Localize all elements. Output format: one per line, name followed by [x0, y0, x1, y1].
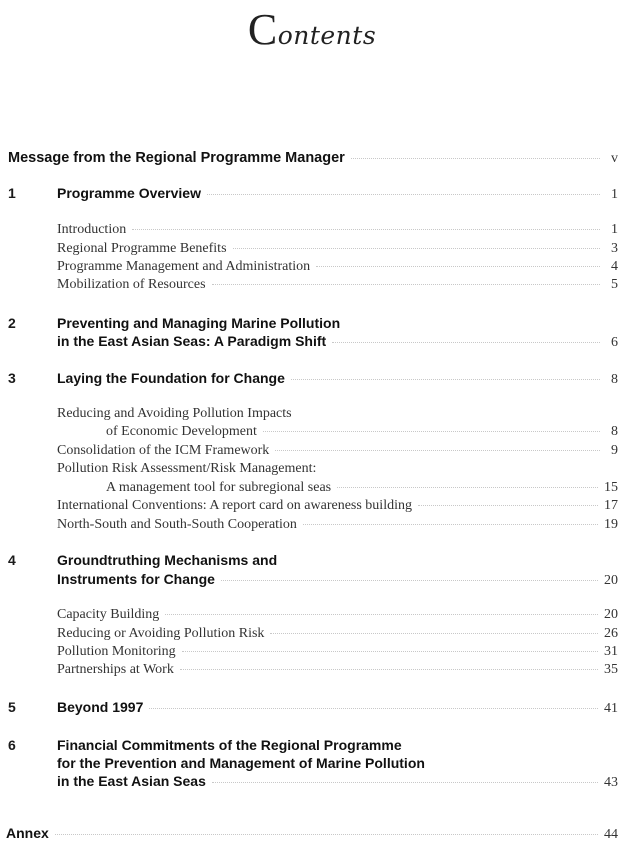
section-number: 4	[8, 552, 16, 568]
dot-leader	[337, 487, 598, 488]
toc-entry-title: Programme Management and Administration	[57, 259, 311, 274]
toc-entry-mobilization[interactable]	[57, 277, 618, 293]
dot-leader	[207, 194, 600, 195]
toc-entry-cooperation[interactable]	[57, 517, 618, 533]
dot-leader	[316, 266, 600, 267]
toc-entry-page: 3	[611, 241, 618, 256]
toc-entry-title: Introduction	[57, 222, 127, 237]
toc-entry-title: Instruments for Change	[57, 571, 215, 587]
toc-entry-section-6[interactable]	[57, 773, 618, 791]
toc-entry-reducing[interactable]	[106, 424, 618, 440]
toc-entry-page: 35	[604, 662, 618, 677]
toc-entry-page: 1	[611, 187, 618, 202]
dot-leader	[233, 248, 600, 249]
toc-entry-section-2[interactable]	[57, 333, 618, 351]
toc-entry-title: for the Prevention and Management of Marine Pollution	[57, 755, 425, 771]
toc-entry-title: in the East Asian Seas: A Paradigm Shift	[57, 333, 327, 349]
page-title-rest: ontents	[277, 21, 377, 50]
dot-leader	[332, 342, 600, 343]
toc-entry-title: Financial Commitments of the Regional Programme	[57, 737, 402, 753]
toc-entry-page: 8	[611, 372, 618, 387]
dot-leader	[351, 158, 600, 159]
toc-entry-title: North-South and South-South Cooperation	[57, 517, 297, 532]
dot-leader	[132, 229, 600, 230]
toc-entry-page: 41	[604, 701, 618, 716]
toc-entry-title: Partnerships at Work	[57, 662, 174, 677]
toc-entry-section-2-line1[interactable]	[57, 315, 340, 331]
toc-entry-section-6-line2[interactable]	[57, 755, 425, 771]
dot-leader	[212, 782, 598, 783]
toc-entry-page: 31	[604, 644, 618, 659]
toc-entry-title: Reducing or Avoiding Pollution Risk	[57, 626, 265, 641]
toc-entry-title: Reducing and Avoiding Pollution Impacts	[57, 406, 292, 421]
toc-entry-page: 1	[611, 222, 618, 237]
dot-leader	[182, 651, 598, 652]
toc-entry-message[interactable]	[8, 150, 618, 167]
toc-entry-icm[interactable]	[57, 443, 618, 459]
dot-leader	[263, 431, 600, 432]
dot-leader	[303, 524, 598, 525]
toc-entry-page: 8	[611, 424, 618, 439]
toc-entry-page: 19	[604, 517, 618, 532]
toc-entry-annex[interactable]	[6, 825, 618, 843]
dot-leader	[221, 580, 598, 581]
toc-entry-benefits[interactable]	[57, 241, 618, 257]
toc-entry-title: Capacity Building	[57, 607, 160, 622]
dot-leader	[275, 450, 600, 451]
toc-entry-section-6-line1[interactable]	[57, 737, 402, 753]
page-title	[0, 4, 624, 55]
section-number: 3	[8, 370, 16, 386]
toc-entry-page: 5	[611, 277, 618, 292]
section-number: 5	[8, 699, 16, 715]
toc-entry-monitoring[interactable]	[57, 644, 618, 660]
toc-entry-title: Groundtruthing Mechanisms and	[57, 552, 278, 568]
dot-leader	[165, 614, 598, 615]
toc-entry-partnerships[interactable]	[57, 662, 618, 678]
toc-entry-title: Programme Overview	[57, 185, 201, 201]
toc-entry-introduction[interactable]	[57, 222, 618, 238]
toc-entry-reducing-risk[interactable]	[57, 626, 618, 642]
toc-entry-page: 9	[611, 443, 618, 458]
toc-entry-title: Preventing and Managing Marine Pollution	[57, 315, 341, 331]
toc-entry-section-1[interactable]	[57, 185, 618, 203]
toc-entry-title: Annex	[6, 825, 49, 841]
toc-entry-title: Pollution Risk Assessment/Risk Management:	[57, 461, 317, 476]
toc-entry-risk[interactable]	[106, 480, 618, 496]
section-number: 6	[8, 737, 16, 753]
toc-entry-page: 20	[604, 573, 618, 588]
dot-leader	[212, 284, 600, 285]
toc-entry-section-4[interactable]	[57, 571, 618, 589]
toc-entry-title: Pollution Monitoring	[57, 644, 176, 659]
toc-entry-title: Mobilization of Resources	[57, 277, 206, 292]
toc-entry-reducing-line1[interactable]	[57, 406, 292, 422]
toc-entry-title: in the East Asian Seas	[57, 773, 206, 789]
dot-leader	[291, 379, 600, 380]
toc-entry-risk-line1[interactable]	[57, 461, 316, 477]
toc-entry-title: A management tool for subregional seas	[106, 480, 332, 495]
dot-leader	[418, 505, 598, 506]
toc-entry-page: v	[611, 151, 618, 166]
toc-entry-title: International Conventions: A report card on awareness building	[57, 498, 412, 513]
toc-entry-title: Beyond 1997	[57, 699, 144, 715]
toc-entry-title: Laying the Foundation for Change	[57, 370, 285, 386]
toc-entry-title: Consolidation of the ICM Framework	[57, 443, 270, 458]
toc-entry-management[interactable]	[57, 259, 618, 275]
page-title-initial: C	[247, 5, 278, 54]
section-number: 2	[8, 315, 16, 331]
toc-entry-title: of Economic Development	[106, 424, 257, 439]
toc-entry-page: 26	[604, 626, 618, 641]
toc-entry-page: 17	[604, 498, 618, 513]
toc-entry-section-5[interactable]	[57, 699, 618, 717]
toc-entry-page: 6	[611, 335, 618, 350]
toc-entry-section-3[interactable]	[57, 370, 618, 388]
section-number: 1	[8, 185, 16, 201]
toc-entry-page: 44	[604, 827, 618, 842]
toc-entry-page: 4	[611, 259, 618, 274]
toc-entry-capacity[interactable]	[57, 607, 618, 623]
dot-leader	[149, 708, 598, 709]
dot-leader	[180, 669, 598, 670]
toc-entry-section-4-line1[interactable]	[57, 552, 277, 568]
dot-leader	[55, 834, 598, 835]
dot-leader	[270, 633, 598, 634]
toc-entry-title: Regional Programme Benefits	[57, 241, 227, 256]
toc-entry-conventions[interactable]	[57, 498, 618, 514]
toc-entry-page: 43	[604, 775, 618, 790]
toc-entry-title: Message from the Regional Programme Manager	[8, 150, 345, 166]
toc-entry-page: 20	[604, 607, 618, 622]
toc-entry-page: 15	[604, 480, 618, 495]
